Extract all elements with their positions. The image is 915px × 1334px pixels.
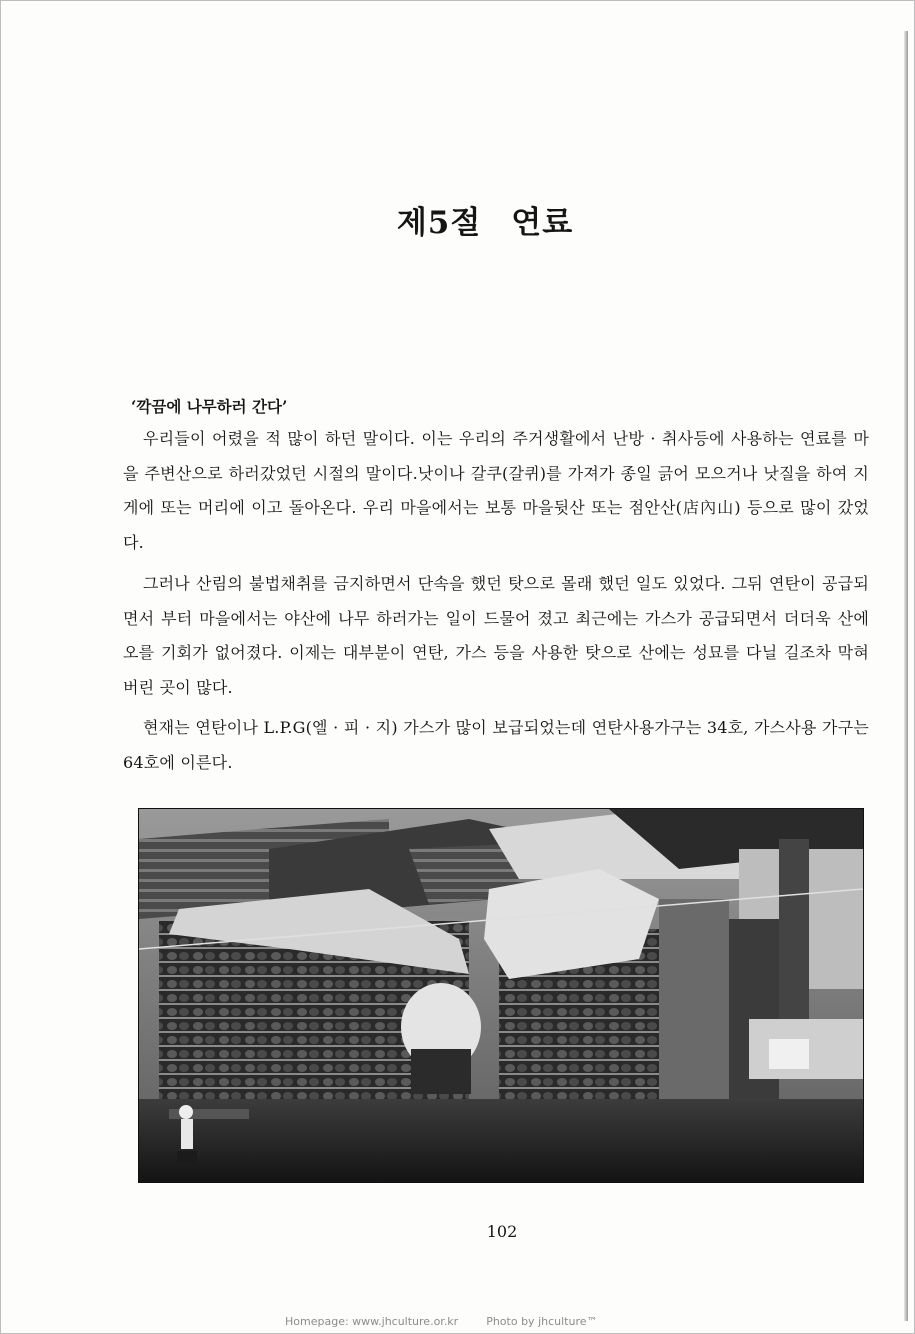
section-number: 제5절 <box>396 205 482 241</box>
paragraph-3: 현재는 연탄이나 L.P.G(엘 · 피 · 지) 가스가 많이 보급되었는데 연탄사용가구는 34호, 가스사용 가구는 64호에 이른다. <box>123 718 869 772</box>
footer-homepage: Homepage: www.jhculture.or.kr <box>285 1315 459 1328</box>
footer-photo-credit: Photo by jhculture™ <box>486 1315 598 1328</box>
photo-briquette-stacks <box>138 808 864 1183</box>
quote-heading: ‘깍끔에 나무하러 간다’ <box>131 397 288 416</box>
section-title <box>1 197 915 242</box>
paragraph-2: 그러나 산림의 불법채취를 금지하면서 단속을 했던 탓으로 몰래 했던 일도 있었다. 그뒤 연탄이 공급되면서 부터 마을에서는 야산에 나무 하러가는 일이 드물어 졌고 최근에는 가스가 공급되면서 더더욱 산에 오를 기회가 없어졌다. 이제는 대부분이 연탄, 가스 등을 사용한 탓으로 산에는 성묘를 다닐 길조차 막혀 버린 곳이 많다. <box>123 574 869 697</box>
paragraph-1: 우리들이 어렸을 적 많이 하던 말이다. 이는 우리의 주거생활에서 난방 · 취사등에 사용하는 연료를 마을 주변산으로 하러갔었던 시절의 말이다.낫이나 갈쿠(갈퀴)를 가져가 종일 긁어 모으거나 낫질을 하여 지게에 또는 머리에 이고 돌아온다. 우리 마을에서는 보통 마을뒷산 또는 점안산(店內山) 등으로 많이 갔었다. <box>123 429 869 552</box>
section-name: 연료 <box>511 205 574 241</box>
footer-credit <box>285 1315 598 1328</box>
page-number: 102 <box>486 1222 518 1241</box>
photo-illustration <box>139 809 863 1182</box>
